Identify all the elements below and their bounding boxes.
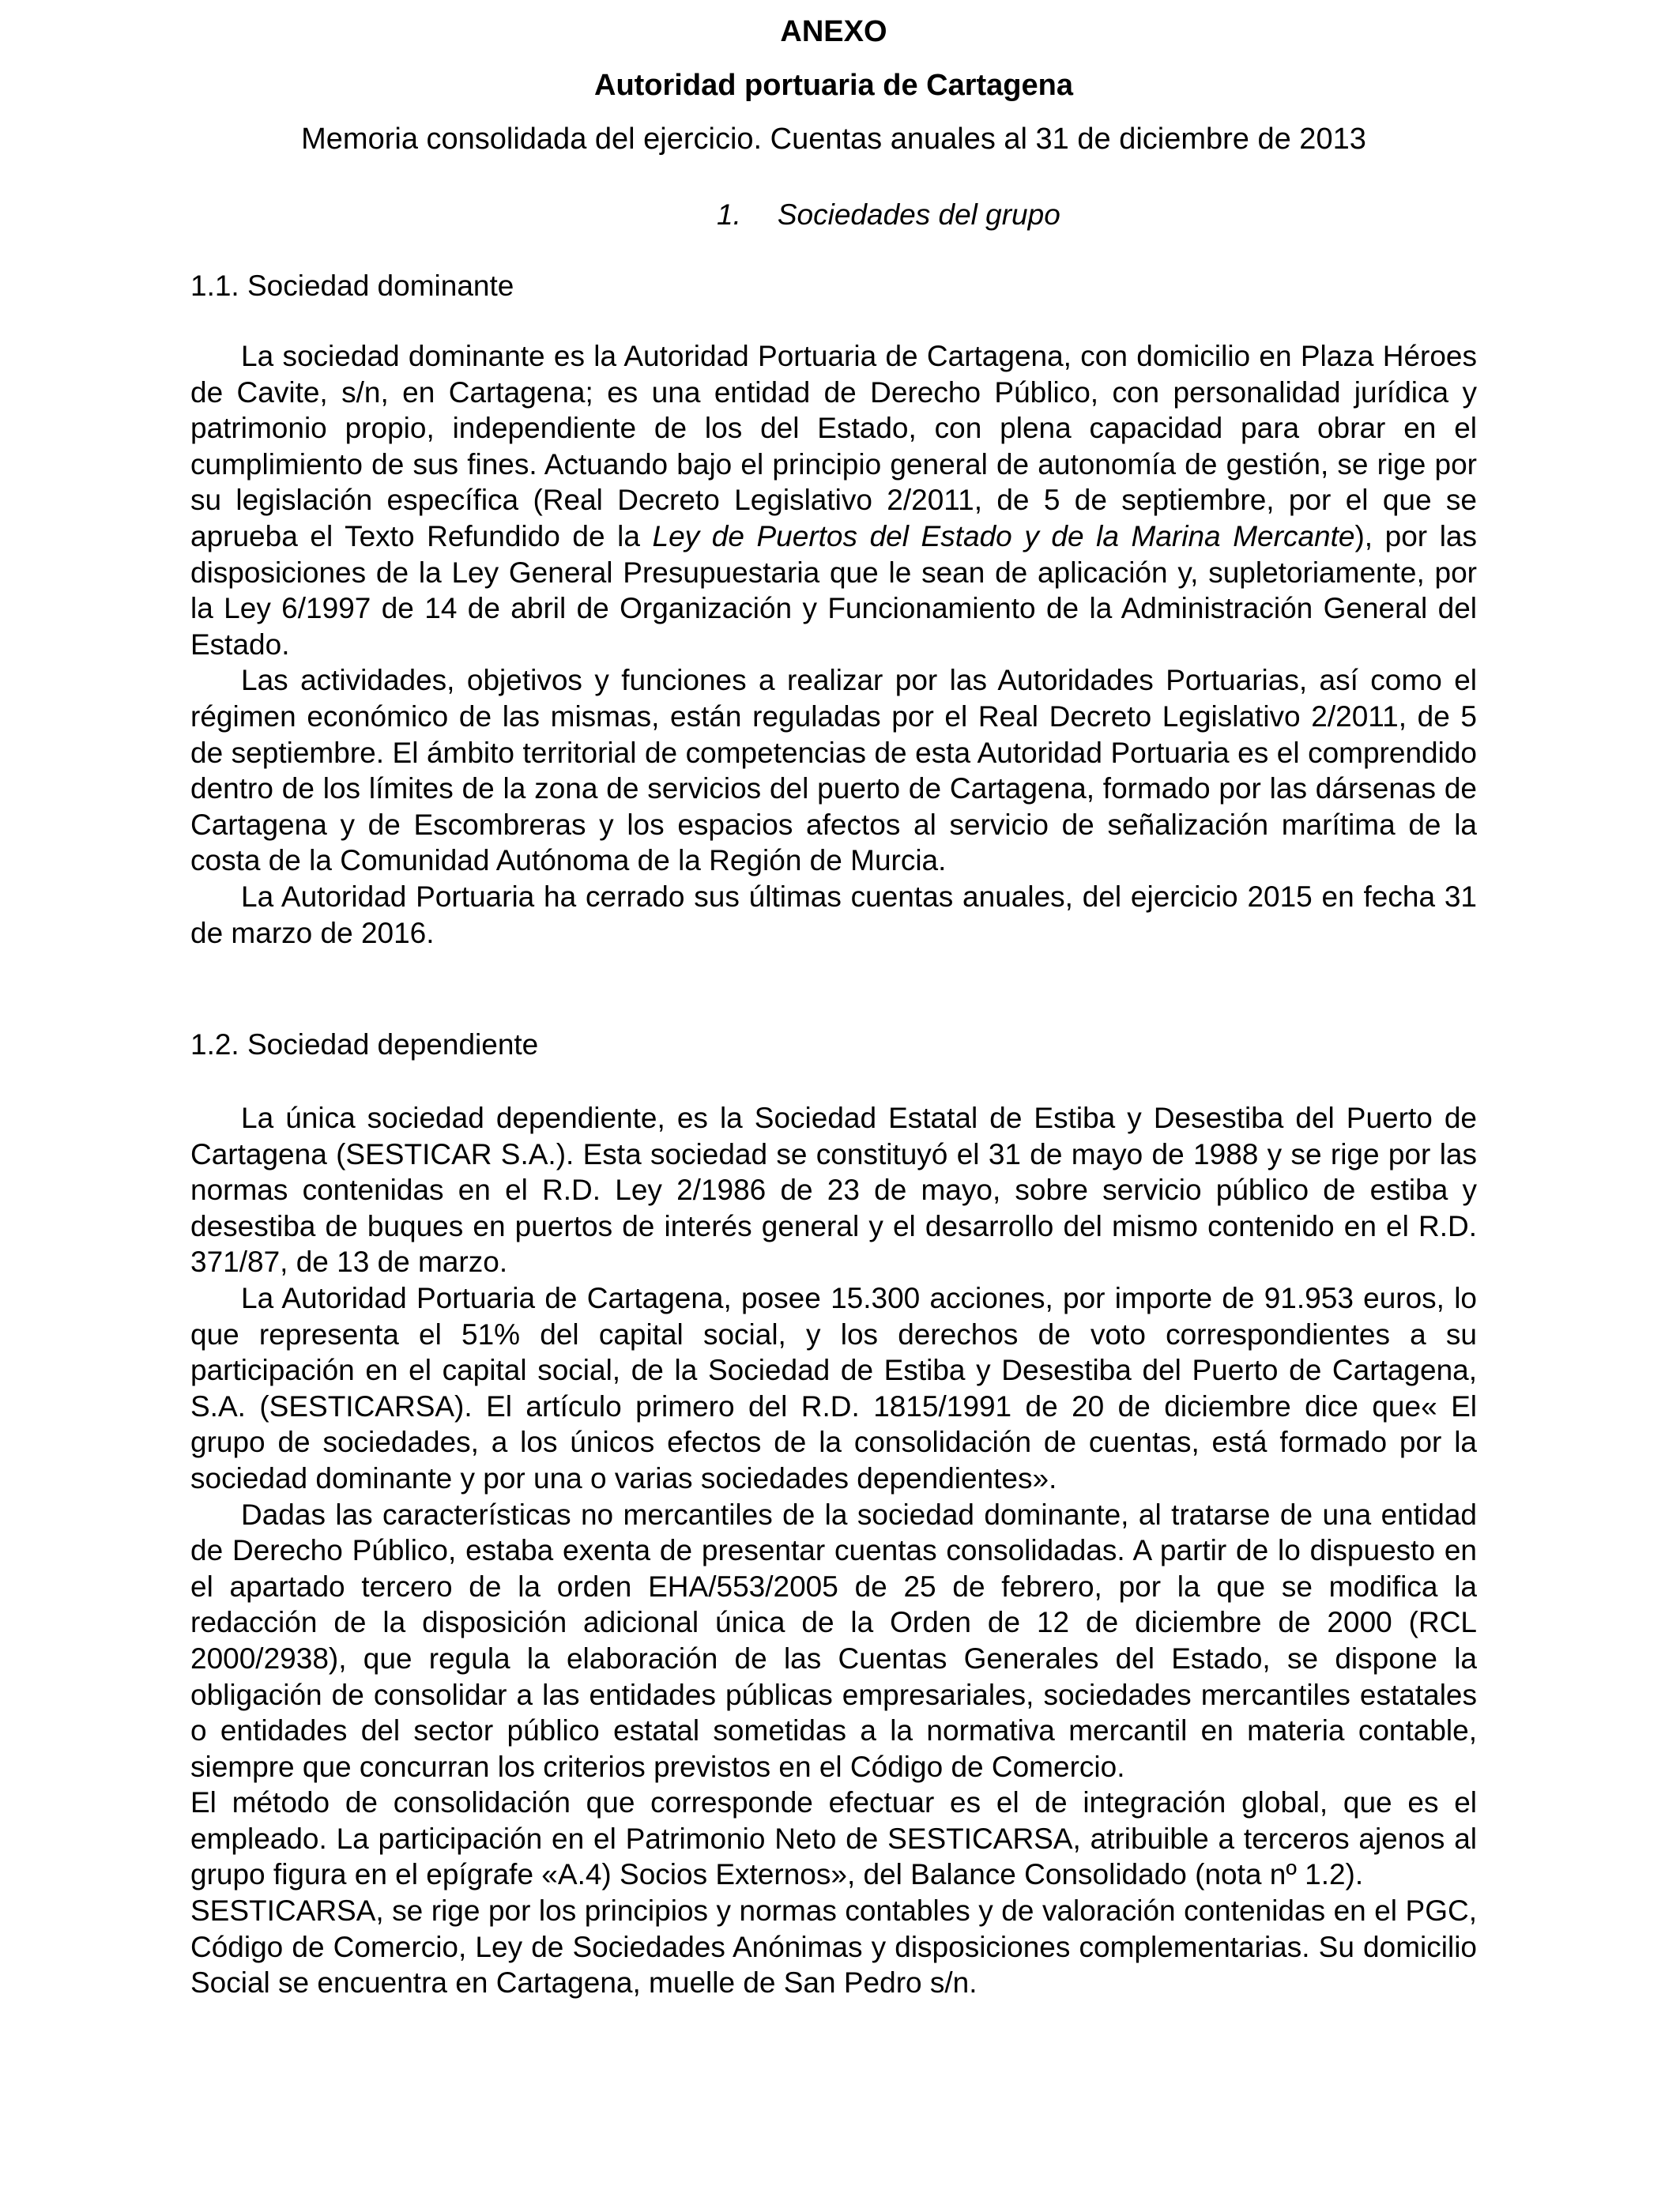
paragraph: La única sociedad dependiente, es la Sociedad Estatal de Estiba y Desestiba del Puerto de Cartagena (SESTICAR S.A.). Esta sociedad se constituyó el 31 de mayo de 1988 y se rige por las normas contenidas en el R.D. Ley 2/1986 de 23 de mayo, sobre servicio público de estiba y desestiba de buques en puertos de interés general y el desarrollo del mismo contenido en el R.D. 371/87, de 13 de marzo. [190, 1102, 1477, 1279]
paragraph: La Autoridad Portuaria de Cartagena, posee 15.300 acciones, por importe de 91.953 euros, lo que representa el 51% del capital social, y los derechos de voto correspondientes a su participación en el capital social, de la Sociedad de Estiba y Desestiba del Puerto de Cartagena, S.A. (SESTICARSA). El artículo primero del R.D. 1815/1991 de 20 de diciembre dice que« El grupo de sociedades, a los únicos efectos de la consolidación de cuentas, está formado por la sociedad dominante y por una o varias sociedades dependientes». [190, 1281, 1477, 1495]
section-title-text: Sociedades del grupo [777, 198, 1060, 231]
report-subtitle: Memoria consolidada del ejercicio. Cuentas anuales al 31 de diciembre de 2013 [301, 123, 1366, 156]
paragraph-text: La sociedad dominante es la Autoridad Portuaria de Cartagena, con domicilio en Plaza Héroes de Cavite, s/n, en Cartagena; es una entidad de Derecho Público, con personalidad jurídica y patrimonio propio, independiente de los del Estado, con plena capacidad para obrar en el cumplimiento de sus fines. Actuando bajo el principio general de autonomía de gestión, se rige por su legislación específica (Real Decreto Legislativo 2/2011, de 5 de septiembre, por el que se aprueba el Texto Refundido de la [190, 340, 1477, 552]
paragraph: La Autoridad Portuaria ha cerrado sus últimas cuentas anuales, del ejercicio 2015 en fecha 31 de marzo de 2016. [190, 880, 1477, 949]
paragraph: SESTICARSA, se rige por los principios y normas contables y de valoración contenidas en el PGC, Código de Comercio, Ley de Sociedades Anónimas y disposiciones complementarias. Su domicilio Social se encuentra en Cartagena, muelle de San Pedro s/n. [190, 1894, 1477, 2000]
paragraph: Las actividades, objetivos y funciones a realizar por las Autoridades Portuarias, así como el régimen económico de las mismas, están reguladas por el Real Decreto Legislativo 2/2011, de 5 de septiembre. El ámbito territorial de competencias de esta Autoridad Portuaria es el comprendido dentro de los límites de la zona de servicios del puerto de Cartagena, formado por las dársenas de Cartagena y de Escombreras y los espacios afectos al servicio de señalización marítima de la costa de la Comunidad Autónoma de la Región de Murcia. [190, 664, 1477, 877]
subsection-heading-dominante: 1.1. Sociedad dominante [190, 270, 514, 302]
paragraph [190, 338, 1477, 662]
annex-title: ANEXO [780, 15, 887, 48]
subsection-body-dominante [190, 338, 1477, 951]
subsection-heading-dependiente: 1.2. Sociedad dependiente [190, 1028, 539, 1061]
paragraph-text: ), por las disposiciones de la Ley General Presupuestaria que le sean de aplicación y, supletoriamente, por la Ley 6/1997 de 14 de abril de Organización y Funcionamiento de la Administración General del Estado. [190, 519, 1477, 661]
paragraph: El método de consolidación que corresponde efectuar es el de integración global, que es el empleado. La participación en el Patrimonio Neto de SESTICARSA, atribuible a terceros ajenos al grupo figura en el epígrafe «A.4) Socios Externos», del Balance Consolidado (nota nº 1.2). [190, 1786, 1477, 1891]
subsection-body-dependiente [190, 1100, 1477, 2001]
section-number: 1. [717, 198, 741, 231]
section-heading [717, 198, 1060, 232]
law-title-italic: Ley de Puertos del Estado y de la Marina Mercante [652, 519, 1355, 552]
paragraph: Dadas las características no mercantiles de la sociedad dominante, al tratarse de una entidad de Derecho Público, estaba exenta de presentar cuentas consolidadas. A partir de lo dispuesto en el apartado tercero de la orden EHA/553/2005 de 25 de febrero, por la que se modifica la redacción de la disposición adicional única de la Orden de 12 de diciembre de 2000 (RCL 2000/2938), que regula la elaboración de las Cuentas Generales del Estado, se dispone la obligación de consolidar a las entidades públicas empresariales, sociedades mercantiles estatales o entidades del sector público estatal sometidas a la normativa mercantil en materia contable, siempre que concurran los criterios previstos en el Código de Comercio. [190, 1498, 1477, 1783]
entity-title: Autoridad portuaria de Cartagena [594, 69, 1073, 102]
